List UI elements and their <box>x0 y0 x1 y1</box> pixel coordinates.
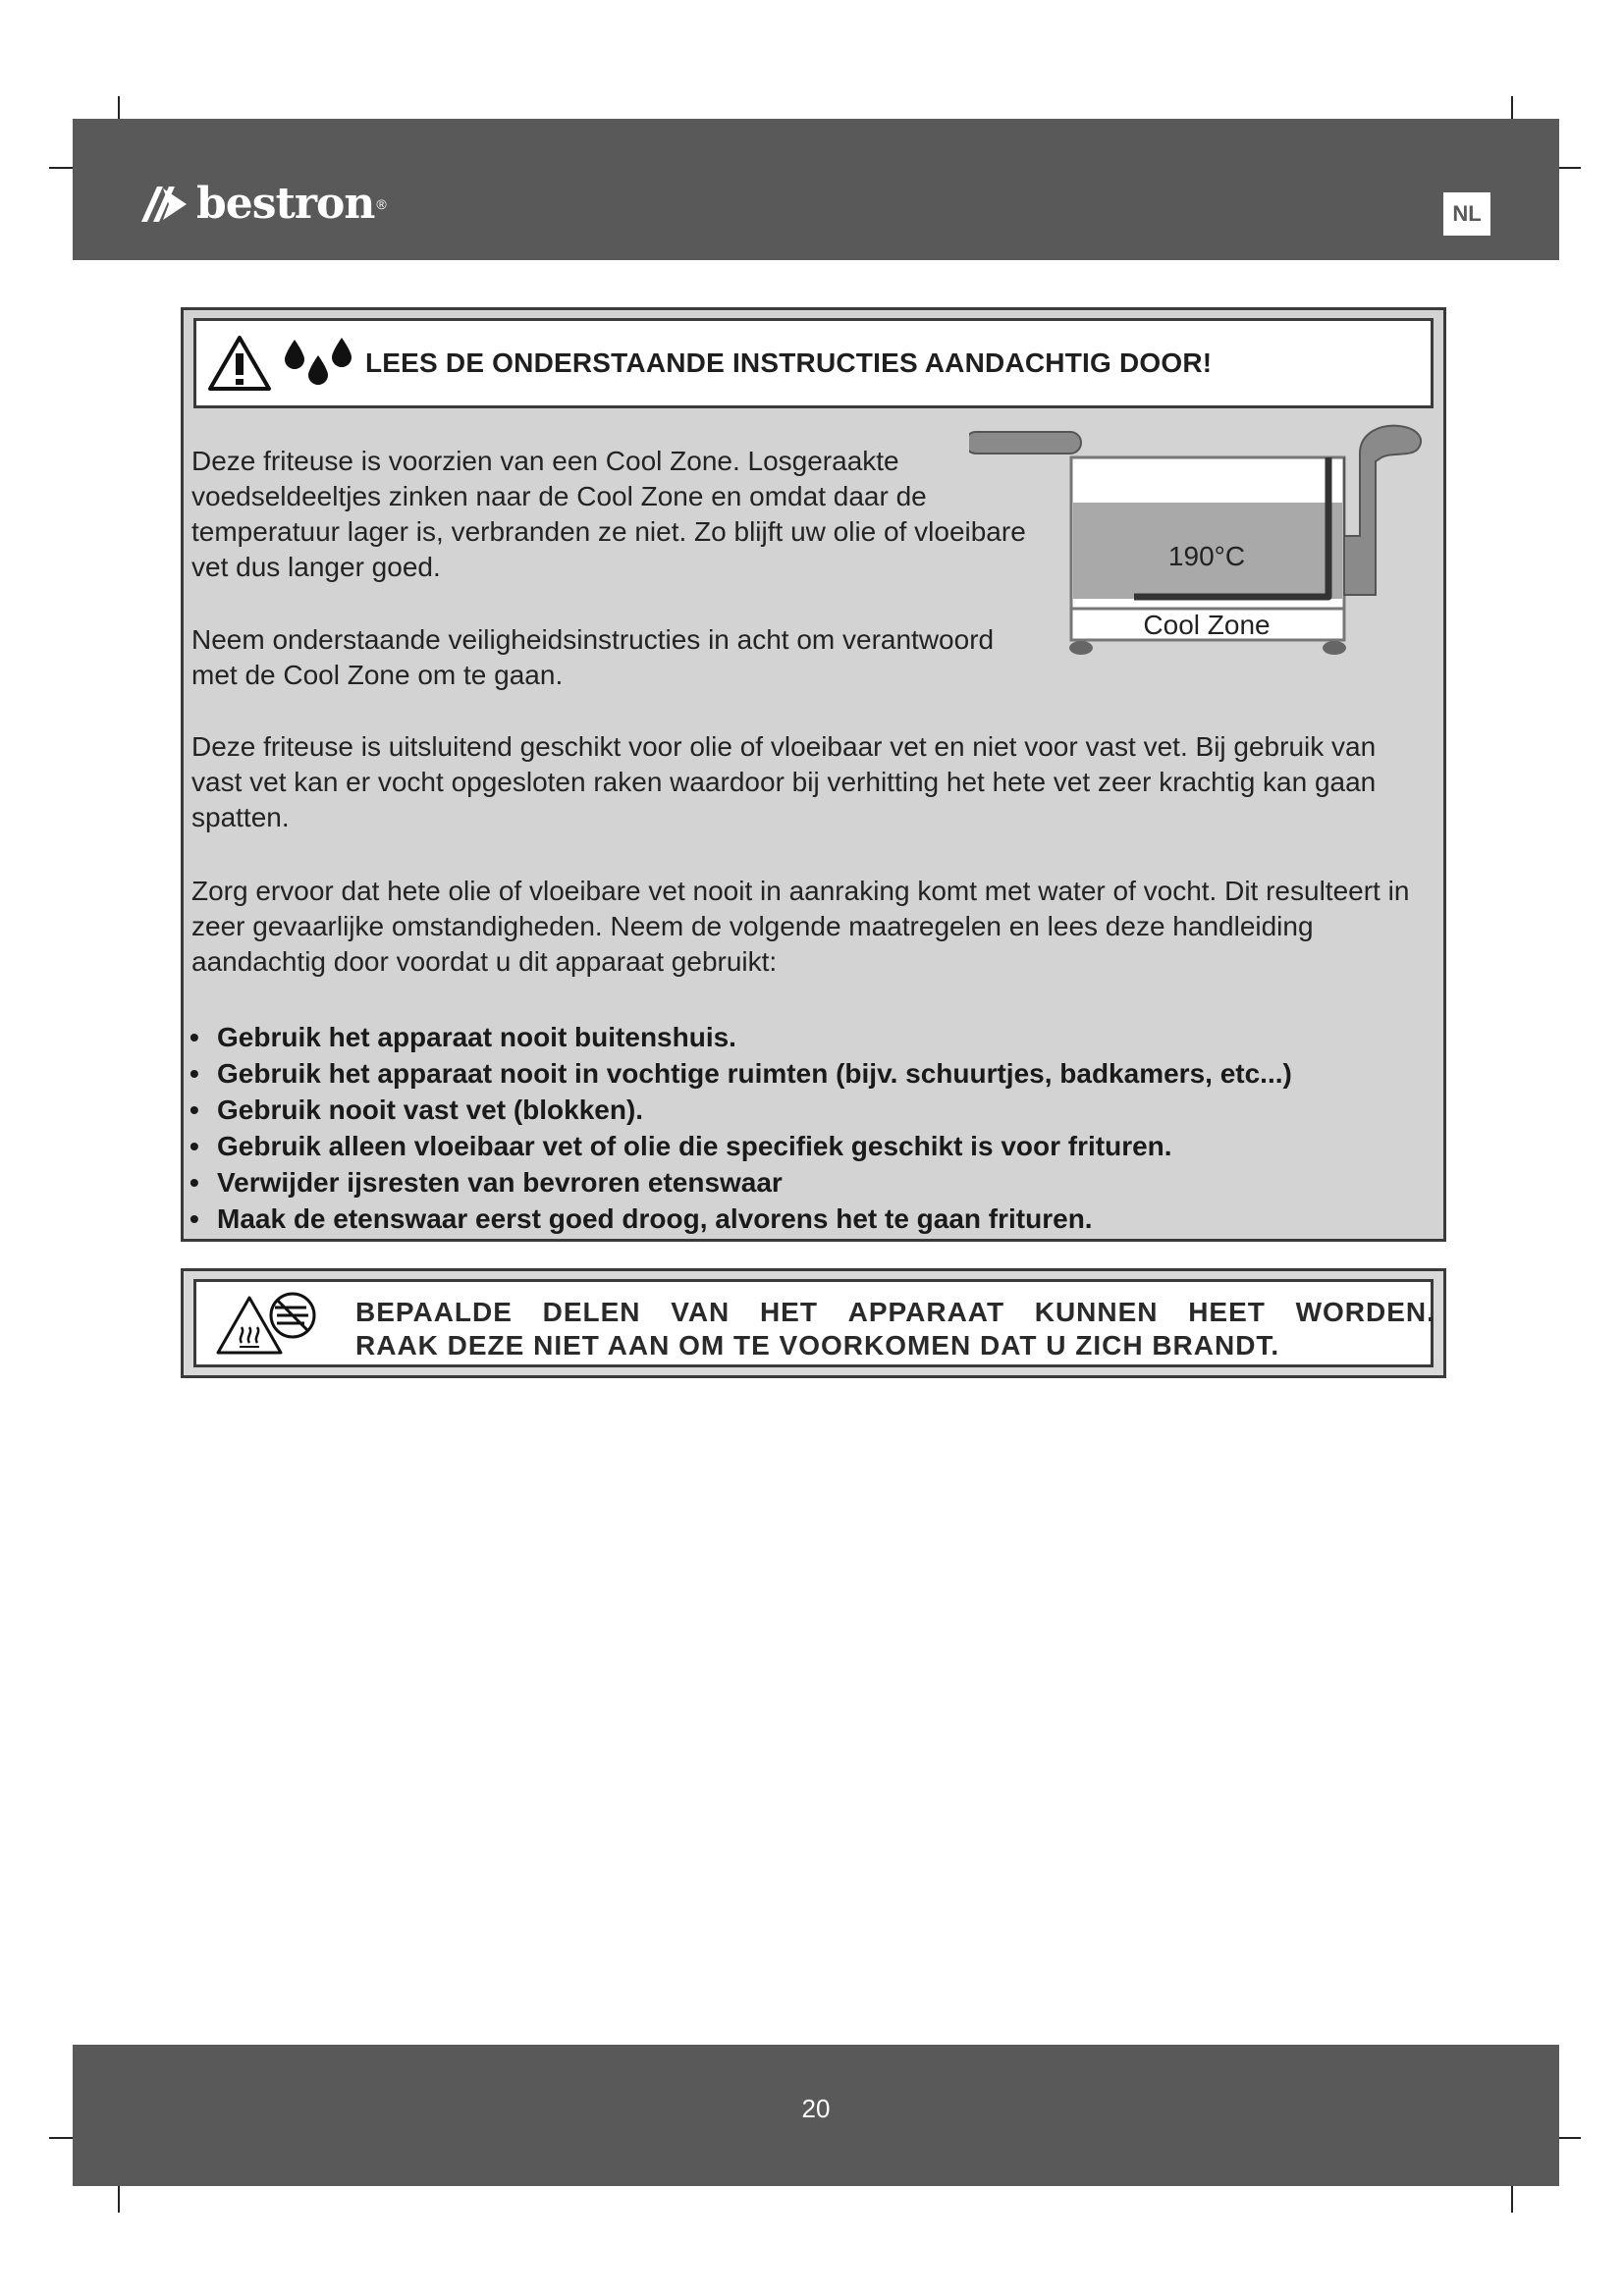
hot-surface-warning <box>181 1268 1446 1378</box>
warning-word: VAN <box>671 1297 731 1327</box>
warning-word: HEET <box>1188 1297 1266 1327</box>
hot-warning-line-1 <box>355 1296 1435 1329</box>
warning-title: LEES DE ONDERSTAANDE INSTRUCTIES AANDACHTIG DOOR! <box>365 347 1213 378</box>
brand-chevron-icon <box>139 183 189 226</box>
fryer-pipe <box>1344 426 1421 595</box>
list-item: • Gebruik nooit vast vet (blokken). <box>189 1092 1427 1128</box>
brand-logo <box>139 180 387 229</box>
warning-word: APPARAAT <box>847 1297 1005 1327</box>
paragraph-cool-zone: Deze friteuse is voorzien van een Cool Zone. Losgeraakte voedseldeeltjes zinken naar de Cool Zone en omdat daar de temperatuur lager is, verbranden ze niet. Zo blijft uw olie of vloeibare vet dus langer goed. <box>191 446 1026 582</box>
footer-bar <box>73 2045 1559 2186</box>
fryer-foot <box>1069 641 1093 655</box>
fryer-foot <box>1323 641 1346 655</box>
fryer-cool-zone-diagram <box>969 418 1431 673</box>
fryer-handle <box>969 432 1081 454</box>
warning-word: BEPAALDE <box>355 1297 513 1327</box>
oil-drops-icon <box>281 334 355 393</box>
cool-zone-label: Cool Zone <box>1143 610 1271 640</box>
language-badge: NL <box>1443 192 1490 236</box>
temperature-label: 190°C <box>1167 541 1246 571</box>
header-bar <box>73 119 1559 260</box>
list-item: • Gebruik het apparaat nooit in vochtige ruimten (bijv. schuurtjes, badkamers, etc...) <box>189 1055 1427 1092</box>
list-item: • Maak de etenswaar eerst goed droog, alvorens het te gaan frituren. <box>189 1201 1427 1237</box>
paragraph-liquid-fat: Deze friteuse is uitsluitend geschikt voor olie of vloeibaar vet en niet voor vast vet. Bij gebruik van vast vet kan er vocht opgesloten raken waardoor bij verhitting het hete vet zeer krachtig kan gaan spatten. <box>191 731 1377 832</box>
list-item: • Verwijder ijsresten van bevroren etenswaar <box>189 1164 1427 1201</box>
hot-surface-no-touch-icon <box>206 1288 324 1361</box>
hot-warning-line-2: RAAK DEZE NIET AAN OM TE VOORKOMEN DAT U ZICH BRANDT. <box>355 1330 1280 1361</box>
paragraph-water-warning: Zorg ervoor dat hete olie of vloeibare vet nooit in aanraking komt met water of vocht. Dit resulteert in zeer gevaarlijke omstandigheden. Neem de volgende maatregelen en lees deze handleiding aandachtig door voordat u dit apparaat gebruikt: <box>191 876 1410 977</box>
warning-triangle-icon <box>206 334 273 393</box>
hot-surface-warning-text <box>355 1296 1435 1362</box>
warning-word: HET <box>759 1297 818 1327</box>
warning-header <box>193 318 1434 408</box>
list-item: • Gebruik het apparaat nooit buitenshuis. <box>189 1019 1427 1055</box>
warning-word: KUNNEN <box>1034 1297 1159 1327</box>
brand-name: bestron <box>196 179 375 229</box>
list-item: • Gebruik alleen vloeibaar vet of olie die specifiek geschikt is voor frituren. <box>189 1128 1427 1164</box>
safety-bullet-list <box>189 1019 1427 1237</box>
brand-registered-mark: ® <box>376 196 387 212</box>
page-number: 20 <box>801 2094 831 2123</box>
safety-instructions-panel <box>181 307 1446 1242</box>
warning-word: DELEN <box>542 1297 641 1327</box>
hot-surface-inner <box>193 1279 1434 1367</box>
warning-word: WORDEN. <box>1295 1297 1435 1327</box>
paragraph-safety-note: Neem onderstaande veiligheidsinstructies in acht om verantwoord met de Cool Zone om te gaan. <box>191 624 995 690</box>
